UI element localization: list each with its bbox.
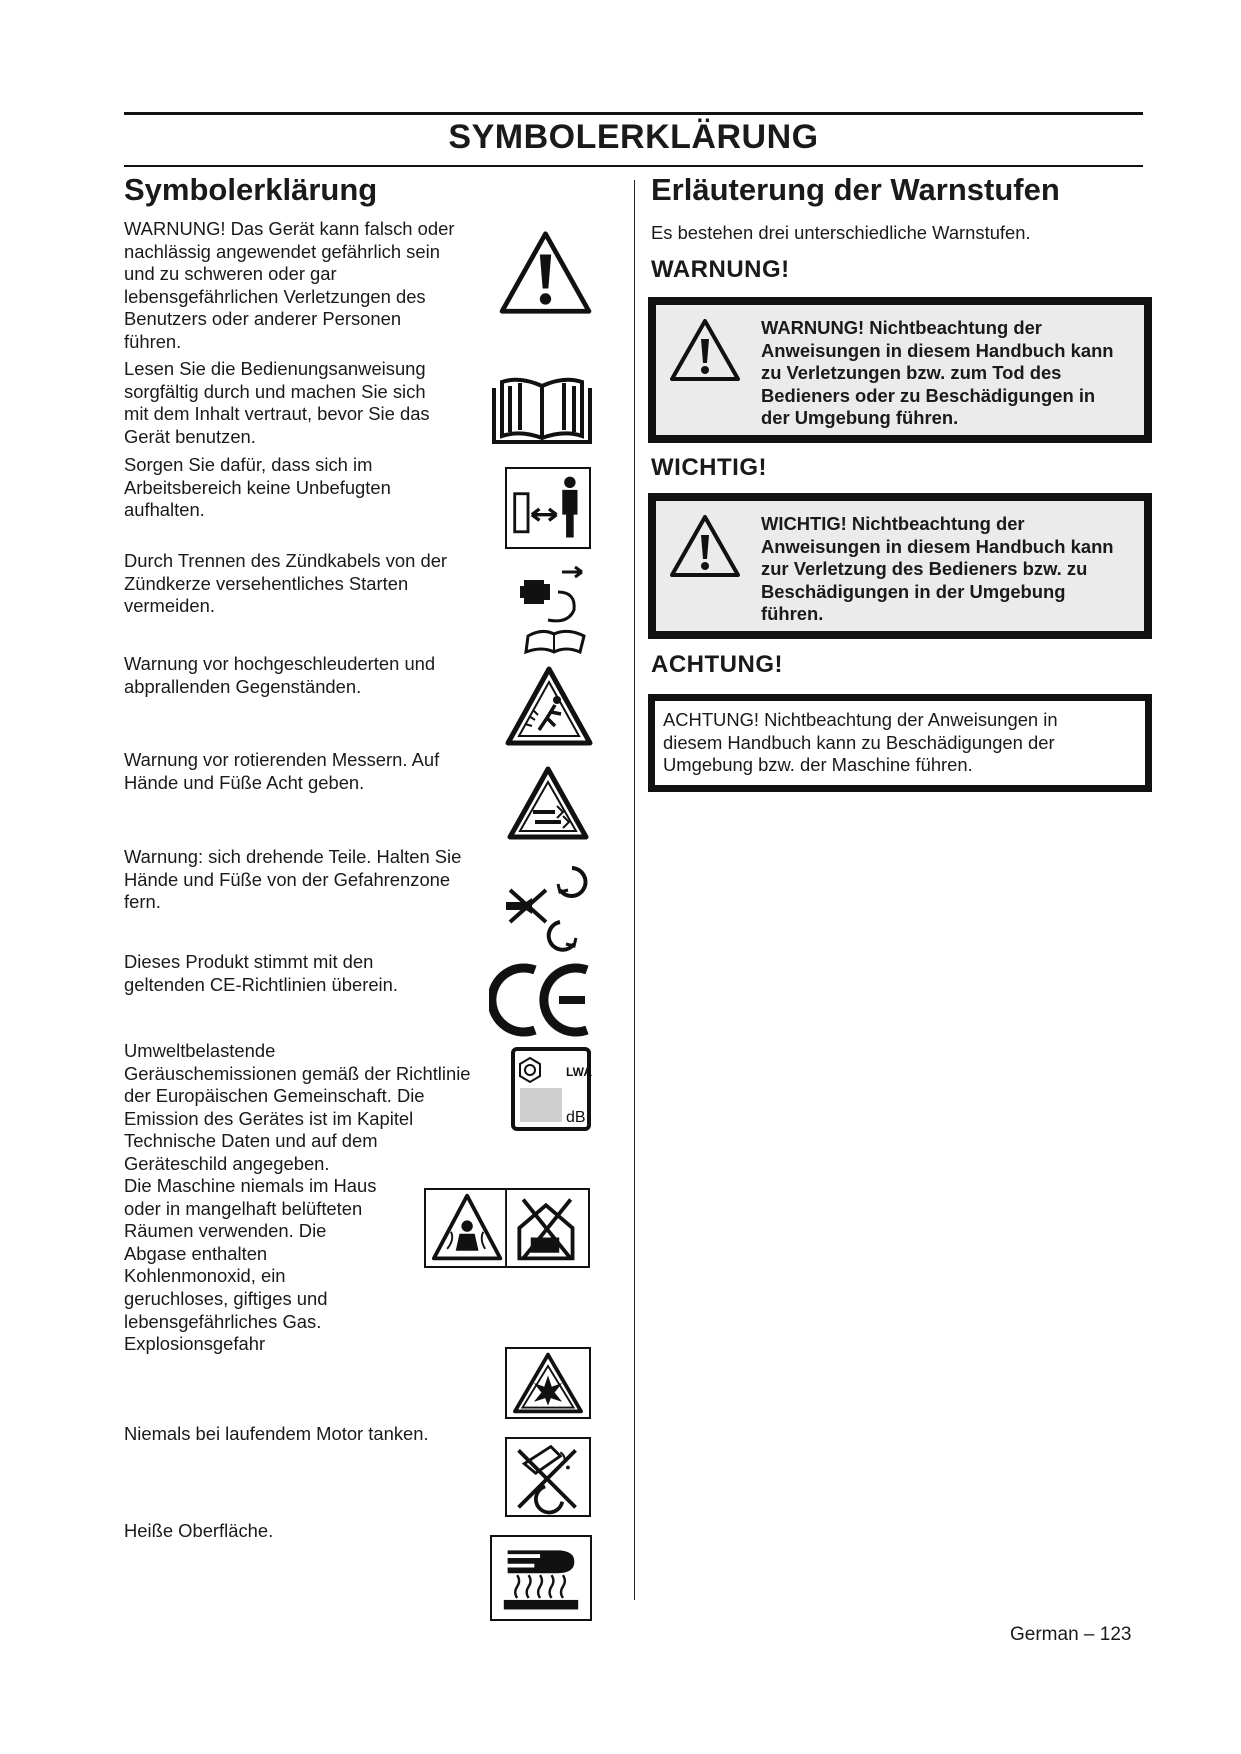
text-line: führen. xyxy=(761,603,824,625)
text-line: abprallenden Gegenständen. xyxy=(124,675,362,697)
text-line: lebensgefährliches Gas. xyxy=(124,1310,322,1332)
symbol-text-no-refuel xyxy=(124,1423,429,1446)
column-divider xyxy=(634,180,635,1600)
text-line: Sorgen Sie dafür, dass sich im xyxy=(124,454,373,475)
text-line: Umweltbelastende xyxy=(124,1040,276,1061)
rotating-parts-icon xyxy=(502,860,590,952)
symbol-text-warning xyxy=(124,218,454,354)
text-line: Umgebung bzw. der Maschine führen. xyxy=(663,754,973,776)
warning-levels-intro: Es bestehen drei unterschiedliche Warnstufen. xyxy=(651,222,1031,243)
level-title-achtung: ACHTUNG! xyxy=(651,651,783,678)
text-line: Technische Daten und auf dem xyxy=(124,1130,378,1152)
ce-mark-icon xyxy=(489,960,593,1040)
level-title-warnung: WARNUNG! xyxy=(651,256,790,283)
text-line: führen. xyxy=(124,330,182,352)
text-line: Die Maschine niemals im Haus xyxy=(124,1175,377,1196)
text-line: ACHTUNG! Nichtbeachtung der Anweisungen in xyxy=(663,709,1058,730)
text-line: zur Verletzung des Bedieners bzw. zu xyxy=(761,558,1088,580)
warning-triangle-icon xyxy=(668,513,742,579)
text-line: zu Verletzungen bzw. zum Tod des xyxy=(761,362,1062,384)
symbol-section-heading: Symbolerklärung xyxy=(124,172,378,207)
text-line: fern. xyxy=(124,891,161,913)
text-line: Zündkerze versehentliches Starten xyxy=(124,572,409,594)
text-line: Gerät benutzen. xyxy=(124,425,256,447)
page-title: SYMBOLERKLÄRUNG xyxy=(448,118,819,156)
symbol-text-distance xyxy=(124,454,391,522)
header-bottom-rule xyxy=(124,165,1143,167)
text-line: diesem Handbuch kann zu Beschädigungen der xyxy=(663,731,1055,753)
text-line: Kohlenmonoxid, ein xyxy=(124,1265,286,1287)
text-line: Warnung vor hochgeschleuderten und xyxy=(124,653,436,674)
text-line: oder in mangelhaft belüfteten xyxy=(124,1197,363,1219)
symbol-text-spark-plug xyxy=(124,550,447,618)
text-line: Hände und Füße Acht geben. xyxy=(124,771,365,793)
text-line: Arbeitsbereich keine Unbefugten xyxy=(124,476,391,498)
symbol-text-manual xyxy=(124,358,430,448)
symbol-text-noise xyxy=(124,1040,471,1176)
safety-distance-icon xyxy=(505,467,591,549)
symbol-text-explosion xyxy=(124,1333,265,1356)
text-line: Lesen Sie die Bedienungsanweisung xyxy=(124,358,426,379)
text-line: Beschädigungen in der Umgebung xyxy=(761,580,1066,602)
text-line: Explosionsgefahr xyxy=(124,1333,266,1354)
text-line: Geräteschild angegeben. xyxy=(124,1152,330,1174)
text-line: Dieses Produkt stimmt mit den xyxy=(124,951,374,972)
text-line: Abgase enthalten xyxy=(124,1242,268,1264)
text-line: der Umgebung führen. xyxy=(761,407,959,429)
db-label: dB xyxy=(566,1109,586,1126)
symbol-text-rotating-parts xyxy=(124,846,461,914)
text-line: WARNUNG! Das Gerät kann falsch oder xyxy=(124,218,455,239)
text-line: und zu schweren oder gar xyxy=(124,263,337,285)
text-line: sorgfältig durch und machen Sie sich xyxy=(124,380,426,402)
text-line: Niemals bei laufendem Motor tanken. xyxy=(124,1423,429,1444)
caution-box xyxy=(648,694,1152,792)
symbol-text-hot-surface xyxy=(124,1520,273,1543)
text-line: Heiße Oberfläche. xyxy=(124,1520,274,1541)
text-line: vermeiden. xyxy=(124,595,215,617)
text-line: Anweisungen in diesem Handbuch kann xyxy=(761,535,1114,557)
explosion-hazard-icon xyxy=(505,1347,591,1419)
lwa-label: LWA xyxy=(566,1065,592,1079)
text-line: Anweisungen in diesem Handbuch kann xyxy=(761,339,1114,361)
text-line: Bedieners oder zu Beschädigungen in xyxy=(761,384,1096,406)
important-box xyxy=(648,493,1152,639)
text-line: geruchloses, giftiges und xyxy=(124,1287,328,1309)
symbol-text-rotating-blades xyxy=(124,749,439,794)
warning-triangle-icon xyxy=(498,230,593,315)
no-refuel-running-icon xyxy=(505,1437,591,1517)
noise-emission-icon xyxy=(510,1046,592,1132)
text-line: mit dem Inhalt vertraut, bevor Sie das xyxy=(124,403,430,425)
text-line: geltenden CE-Richtlinien überein. xyxy=(124,973,398,995)
text-line: lebensgefährlichen Verletzungen des xyxy=(124,285,426,307)
symbol-text-ce xyxy=(124,951,398,996)
warning-levels-heading: Erläuterung der Warnstufen xyxy=(651,172,1060,207)
text-line: Räumen verwenden. Die xyxy=(124,1220,327,1242)
rotating-blades-icon xyxy=(507,766,589,840)
text-line: nachlässig angewendet gefährlich sein xyxy=(124,240,440,262)
text-line: Geräuschemissionen gemäß der Richtlinie xyxy=(124,1062,471,1084)
text-line: aufhalten. xyxy=(124,499,205,521)
hot-surface-icon xyxy=(490,1535,592,1621)
text-line: Benutzers oder anderer Personen xyxy=(124,308,402,330)
important-box-text xyxy=(761,513,1130,626)
text-line: WICHTIG! Nichtbeachtung der xyxy=(761,513,1025,534)
spark-plug-cable-icon xyxy=(518,562,592,658)
warning-triangle-icon xyxy=(668,317,742,383)
symbol-text-thrown-objects xyxy=(124,653,435,698)
symbol-text-carbon-monoxide xyxy=(124,1175,376,1333)
text-line: Durch Trennen des Zündkabels von der xyxy=(124,550,448,571)
warning-box xyxy=(648,297,1152,443)
text-line: Warnung: sich drehende Teile. Halten Sie xyxy=(124,846,462,867)
header-top-rule xyxy=(124,112,1143,115)
warning-box-text xyxy=(761,317,1130,430)
text-line: Emission des Gerätes ist im Kapitel xyxy=(124,1107,414,1129)
text-line: Hände und Füße von der Gefahrenzone xyxy=(124,868,451,890)
carbon-monoxide-indoor-icon xyxy=(424,1188,590,1268)
open-manual-icon xyxy=(490,372,594,444)
text-line: Warnung vor rotierenden Messern. Auf xyxy=(124,749,440,770)
text-line: der Europäischen Gemeinschaft. Die xyxy=(124,1085,425,1107)
level-title-wichtig: WICHTIG! xyxy=(651,454,767,481)
page-number: German – 123 xyxy=(1010,1624,1132,1645)
thrown-objects-icon xyxy=(505,666,593,746)
text-line: WARNUNG! Nichtbeachtung der xyxy=(761,317,1042,338)
